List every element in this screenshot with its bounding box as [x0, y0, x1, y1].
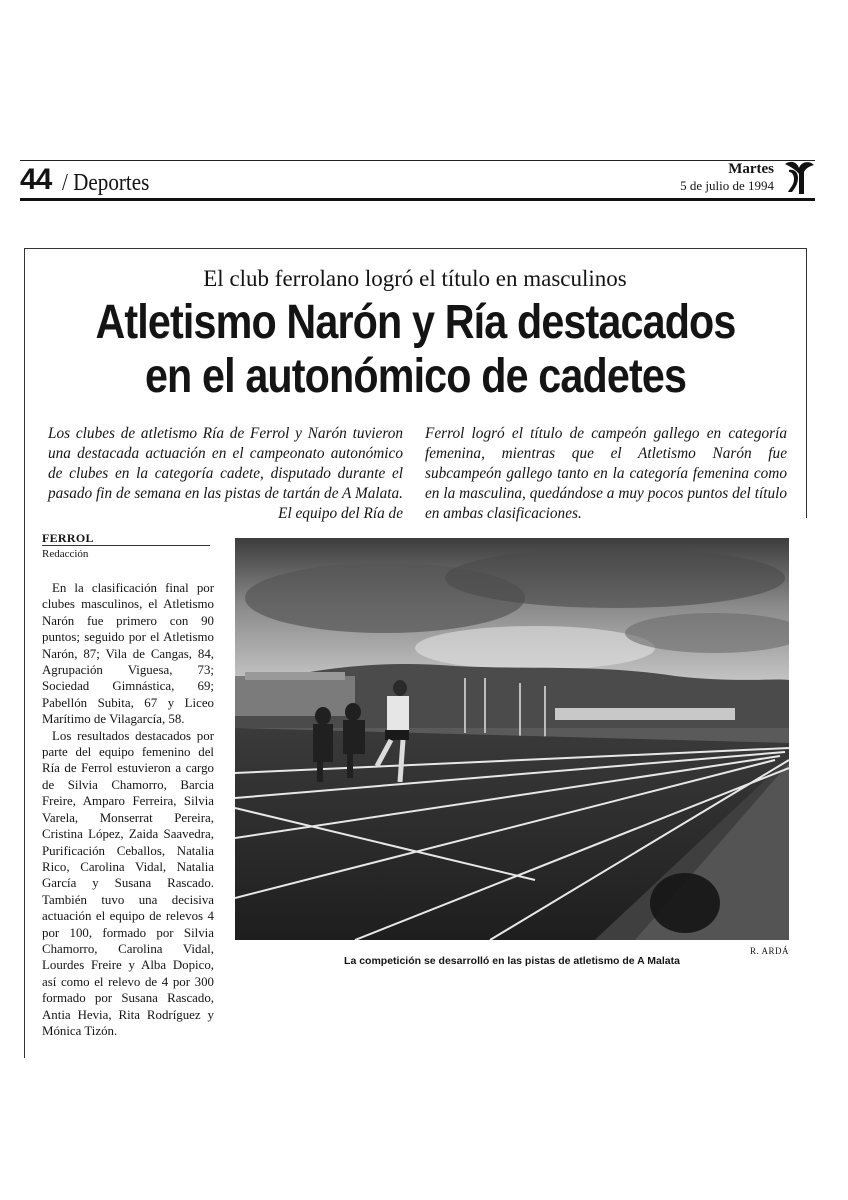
publication-day: Martes — [728, 161, 774, 177]
lede-right-column: Ferrol logró el título de campeón gallego en categoría femenina, mientras que el Atletismo Narón fue subcampeón gallego tanto en la categoría femenina como en la masculina, quedándose a muy pocos puntos del título en ambas clasificaciones. — [425, 425, 787, 522]
newspaper-logo-icon — [781, 158, 817, 198]
article-frame-top — [24, 248, 807, 249]
byline-rule — [42, 545, 210, 546]
track-photo — [235, 538, 789, 940]
article-body — [42, 580, 214, 1039]
photo-credit: R. ARDÁ — [749, 946, 789, 956]
publication-date: 5 de julio de 1994 — [680, 178, 774, 193]
body-paragraph-2: Los resultados destacados por parte del equipo femenino del Ría de Ferrol estuvieron a cargo de Silvia Chamorro, Barcia Freire, Amparo Ferreira, Silvia Varela, Monserrat Pereira, Cristina López, Zaida Saavedra, Purificación Ceballos, Natalia Rico, Carolina Vidal, Natalia García y Susana Rascado. También tuvo una decisiva actuación el equipo de relevos 4 por 100, formado por Silvia Chamorro, Carolina Vidal, Lourdes Freire y Alba Dopico, así como el relevo de 4 por 300 formado por Susana Rascado, Antia Hevia, Rita Rodríguez y Mónica Tizón. — [42, 728, 214, 1038]
byline-author: Redacción — [42, 548, 89, 560]
headline-line-1: Atletismo Narón y Ría destacados — [95, 296, 736, 349]
page-number: 44 — [20, 163, 52, 196]
article-headline — [24, 296, 807, 404]
body-paragraph-1: En la clasificación final por clubes masculinos, el Atletismo Narón fue primero con 90 puntos; seguido por el Atletismo Narón, 87; Vila de Cangas, 84, Agrupación Viguesa, 73; Sociedad Gimnástica, 69; Pabellón Subita, 67 y Liceo Marítimo de Vilagarcía, 58. — [42, 581, 214, 727]
lede-left-column: Los clubes de atletismo Ría de Ferrol y Narón tuvieron una destacada actuación en el campeonato autonómico de clubes en la categoría cadete, disputado durante el pasado fin de semana en las pistas de tartán de A Malata. El equipo del Ría de — [48, 425, 403, 522]
photo-caption: La competición se desarrolló en las pistas de atletismo de A Malata — [344, 955, 680, 967]
article-kicker: El club ferrolano logró el título en masculinos — [203, 266, 627, 291]
byline-place: FERROL — [42, 531, 94, 545]
headline-line-2: en el autonómico de cadetes — [144, 350, 687, 403]
masthead-bottom-rule — [20, 198, 815, 201]
section-title: / Deportes — [62, 170, 150, 196]
